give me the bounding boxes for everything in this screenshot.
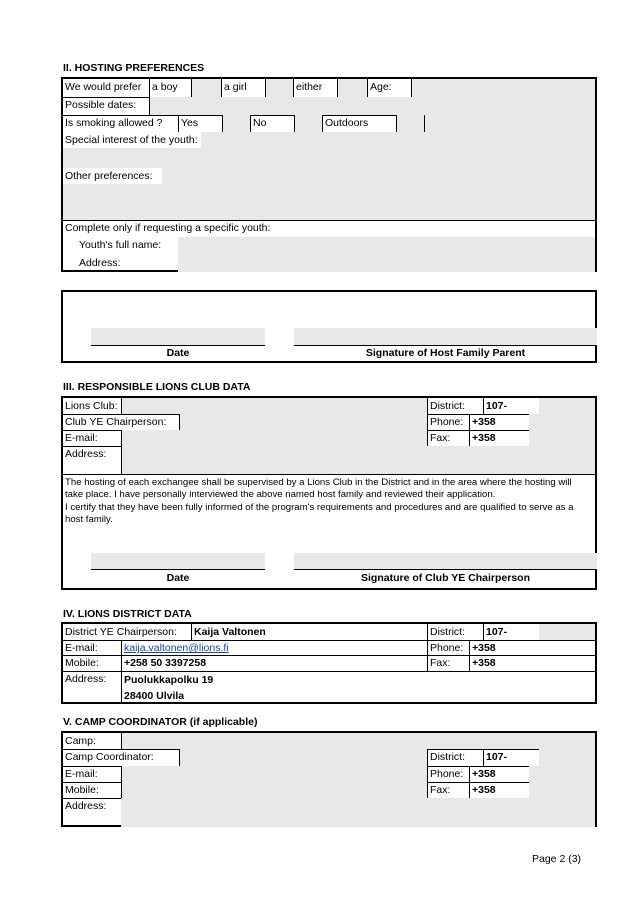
district-data-table — [61, 622, 597, 704]
club-email-field[interactable] — [121, 430, 427, 446]
club-date-field[interactable] — [91, 553, 265, 569]
camp-mobile-row — [63, 782, 595, 799]
district-mobile-row — [63, 655, 595, 672]
age-field[interactable] — [411, 79, 595, 97]
club-data-table — [61, 396, 597, 474]
other-preferences-row — [63, 168, 595, 221]
district-email-label: E-mail: — [65, 642, 98, 654]
club-phone-value: +358 — [469, 414, 529, 430]
girl-checkbox[interactable] — [265, 79, 293, 97]
host-signature-field[interactable] — [294, 328, 597, 345]
district-chair-row — [63, 624, 595, 641]
dates-row — [63, 97, 595, 116]
host-signature-box — [61, 290, 597, 363]
club-statement-paragraph-1: The hosting of each exchangee shall be supervised by a Lions Club in the District and in the area where the hosting will take place. I have personally interviewed the above named host family and reviewed their application. — [65, 477, 572, 501]
host-date-field[interactable] — [91, 328, 265, 345]
club-date-line — [91, 569, 265, 570]
club-statement-box — [61, 474, 597, 590]
camp-mobile-label: Mobile: — [65, 784, 99, 796]
district-email-row — [63, 640, 595, 656]
district-chair-label: District YE Chairperson: — [65, 626, 177, 638]
club-address-field[interactable] — [121, 446, 595, 476]
camp-phone-value: +358 — [469, 766, 529, 782]
camp-coordinator-field[interactable] — [179, 749, 427, 766]
special-interest-row — [63, 132, 595, 169]
camp-district-field[interactable] — [539, 749, 595, 766]
club-district-field[interactable] — [539, 398, 595, 414]
club-signature-label: Signature of Club YE Chairperson — [361, 572, 530, 584]
camp-coordinator-row — [63, 749, 595, 767]
camp-address-row — [63, 798, 595, 827]
club-phone-field[interactable] — [529, 414, 595, 430]
club-email-row — [63, 430, 595, 447]
smoking-yes-label: Yes — [178, 115, 222, 132]
boy-option-label: a boy — [149, 79, 191, 97]
youth-name-field[interactable] — [178, 237, 595, 253]
camp-district-value: 107- — [483, 749, 539, 766]
club-date-label: Date — [166, 572, 190, 584]
camp-address-field[interactable] — [121, 798, 595, 827]
girl-option-label: a girl — [221, 79, 265, 97]
youth-address-label: Address: — [79, 257, 121, 269]
camp-email-field[interactable] — [121, 766, 427, 782]
district-fax-label: Fax: — [427, 655, 469, 671]
smoking-no-checkbox[interactable] — [294, 115, 322, 132]
other-preferences-label: Other preferences: — [63, 168, 162, 184]
district-address-value — [121, 671, 595, 704]
district-address-line1: Puolukkapolku 19 — [124, 674, 214, 686]
dates-label: Possible dates: — [65, 99, 137, 111]
camp-phone-field[interactable] — [529, 766, 595, 782]
camp-label: Camp: — [65, 735, 96, 747]
club-row — [63, 398, 595, 415]
camp-phone-label: Phone: — [427, 766, 469, 782]
camp-row — [63, 733, 595, 750]
age-label: Age: — [367, 79, 411, 97]
club-section-title: III. RESPONSIBLE LIONS CLUB DATA — [63, 381, 251, 393]
district-email-link[interactable]: kaija.valtonen@lions.fi — [124, 642, 229, 654]
club-district-value: 107- — [483, 398, 539, 414]
club-chair-field[interactable] — [179, 414, 427, 430]
smoking-extra-field[interactable] — [424, 115, 595, 132]
camp-section-title: V. CAMP COORDINATOR (if applicable) — [63, 716, 258, 728]
district-district-label: District: — [427, 624, 483, 640]
camp-field[interactable] — [121, 733, 595, 749]
club-signature-line — [294, 569, 597, 570]
district-address-line2: 28400 Ulvila — [124, 690, 185, 702]
club-signature-field[interactable] — [294, 553, 597, 569]
club-field[interactable] — [121, 398, 427, 414]
district-chair-value: Kaija Valtonen — [191, 624, 427, 640]
district-phone-label: Phone: — [427, 640, 469, 655]
district-district-field[interactable] — [539, 624, 595, 640]
camp-email-label: E-mail: — [65, 768, 98, 780]
host-date-label: Date — [166, 347, 190, 359]
youth-address-field[interactable] — [178, 253, 595, 272]
district-phone-value: +358 — [469, 640, 595, 655]
youth-name-label: Youth's full name: — [79, 239, 162, 251]
smoking-label: Is smoking allowed ? — [65, 117, 163, 129]
specific-youth-row — [63, 220, 595, 272]
host-signature-label: Signature of Host Family Parent — [365, 347, 526, 359]
club-fax-label: Fax: — [427, 430, 469, 446]
camp-district-label: District: — [427, 749, 483, 766]
dates-field[interactable] — [149, 97, 595, 115]
camp-fax-field[interactable] — [529, 782, 595, 798]
district-mobile-label: Mobile: — [65, 657, 99, 669]
club-email-label: E-mail: — [65, 432, 98, 444]
outdoors-label: Outdoors — [322, 115, 396, 132]
club-fax-field[interactable] — [529, 430, 595, 446]
camp-address-label: Address: — [65, 800, 107, 812]
host-date-line — [91, 345, 265, 346]
district-district-value: 107- — [483, 624, 539, 640]
club-district-label: District: — [427, 398, 483, 414]
district-address-row — [63, 671, 595, 704]
club-statement-paragraph-2: I certify that they have been fully informed of the program's requirements and procedures and are qualified to serve as a host family. — [65, 501, 574, 525]
camp-mobile-field[interactable] — [121, 782, 427, 798]
hosting-preferences-table — [61, 77, 597, 272]
district-fax-value: +358 — [469, 655, 595, 671]
club-chair-row — [63, 414, 595, 431]
host-signature-line — [294, 345, 597, 346]
club-address-row — [63, 446, 595, 477]
club-chair-label: Club YE Chairperson: — [65, 416, 167, 428]
camp-fax-value: +358 — [469, 782, 529, 798]
outdoors-checkbox[interactable] — [396, 115, 424, 132]
prefer-row — [63, 79, 595, 98]
club-address-label: Address: — [65, 448, 107, 460]
camp-fax-label: Fax: — [427, 782, 469, 798]
special-interest-label: Special interest of the youth: — [63, 132, 201, 148]
club-fax-value: +358 — [469, 430, 529, 446]
boy-checkbox[interactable] — [191, 79, 221, 97]
district-section-title: IV. LIONS DISTRICT DATA — [63, 608, 192, 620]
smoking-row — [63, 115, 595, 133]
page-number: Page 2 (3) — [532, 853, 582, 865]
district-mobile-value: +258 50 3397258 — [121, 655, 427, 671]
club-statement — [65, 477, 591, 526]
smoking-yes-checkbox[interactable] — [222, 115, 250, 132]
smoking-no-label: No — [250, 115, 294, 132]
club-phone-label: Phone: — [427, 414, 469, 430]
either-option-label: either — [293, 79, 337, 97]
camp-coordinator-label: Camp Coordinator: — [65, 751, 154, 763]
camp-email-row — [63, 766, 595, 783]
hosting-section-title: II. HOSTING PREFERENCES — [63, 62, 205, 74]
camp-data-table — [61, 731, 597, 827]
prefer-label: We would prefer — [65, 81, 142, 93]
specific-youth-label: Complete only if requesting a specific youth: — [65, 222, 271, 234]
club-label: Lions Club: — [65, 400, 118, 412]
either-checkbox[interactable] — [337, 79, 367, 97]
district-address-label: Address: — [65, 673, 107, 685]
